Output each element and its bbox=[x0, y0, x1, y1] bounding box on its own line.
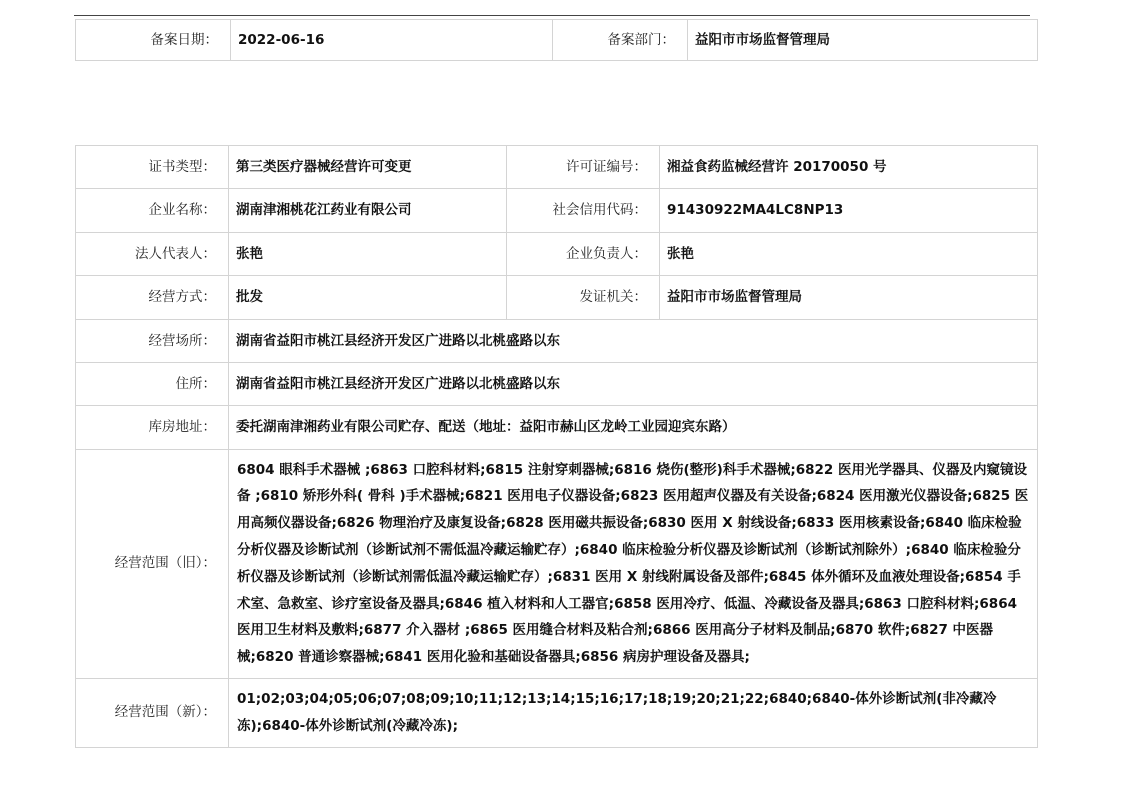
filing-info-table bbox=[75, 19, 1038, 61]
table-row bbox=[76, 362, 1038, 405]
credit-code-value: 91430922MA4LC8NP13 bbox=[660, 189, 1038, 232]
filing-dept-value: 益阳市市场监督管理局 bbox=[688, 20, 1038, 61]
cert-type-label: 证书类型： bbox=[76, 146, 229, 189]
warehouse-label: 库房地址： bbox=[76, 406, 229, 449]
residence-value: 湖南省益阳市桃江县经济开发区广进路以北桃盛路以东 bbox=[229, 362, 1038, 405]
residence-label: 住所： bbox=[76, 362, 229, 405]
filing-date-label: 备案日期： bbox=[76, 20, 231, 61]
scope-old-value: 6804 眼科手术器械 ;6863 口腔科材料;6815 注射穿刺器械;6816 烧伤(整形)科手术器械;6822 医用光学器具、仪器及内窥镜设备 ;6810 矫形外科( 骨科 )手术器械;6821 医用电子仪器设备;6823 医用超声仪器及有关设备;6824 医用激光仪器设备;6825 医用高频仪器设备;6826 物理治疗及康复设备;6828 医用磁共振设备;6830 医用 X 射线设备;6833 医用核素设备;6840 临床检验分析仪器及诊断试剂（诊断试剂不需低温冷藏运输贮存）;6840 临床检验分析仪器及诊断试剂（诊断试剂除外）;6840 临床检验分析仪器及诊断试剂（诊断试剂需低温冷藏运输贮存）;6831 医用 X 射线附属设备及部件;6845 体外循环及血液处理设备;6854 手术室、急救室、诊疗室设备及器具;6846 植入材料和人工器官;6858 医用冷疗、低温、冷藏设备及器具;6863 口腔科材料;6864 医用卫生材料及敷料;6877 介入器材 ;6865 医用缝合材料及粘合剂;6866 医用高分子材料及制品;6870 软件;6827 中医器械;6820 普通诊察器械;6841 医用化验和基础设备器具;6856 病房护理设备及器具; bbox=[229, 449, 1038, 678]
premises-label: 经营场所： bbox=[76, 319, 229, 362]
license-number-value: 湘益食药监械经营许 20170050 号 bbox=[660, 146, 1038, 189]
business-mode-label: 经营方式： bbox=[76, 276, 229, 319]
table-row bbox=[76, 319, 1038, 362]
legal-rep-value: 张艳 bbox=[229, 232, 507, 275]
scope-new-label: 经营范围（新）： bbox=[76, 678, 229, 747]
table-row bbox=[76, 449, 1038, 678]
business-mode-value: 批发 bbox=[229, 276, 507, 319]
legal-rep-label: 法人代表人： bbox=[76, 232, 229, 275]
credit-code-label: 社会信用代码： bbox=[507, 189, 660, 232]
warehouse-value: 委托湖南津湘药业有限公司贮存、配送（地址：益阳市赫山区龙岭工业园迎宾东路） bbox=[229, 406, 1038, 449]
scope-old-label: 经营范围（旧）： bbox=[76, 449, 229, 678]
filing-date-value: 2022-06-16 bbox=[231, 20, 553, 61]
license-info-table bbox=[75, 145, 1038, 748]
person-in-charge-label: 企业负责人： bbox=[507, 232, 660, 275]
issuer-label: 发证机关： bbox=[507, 276, 660, 319]
table-row bbox=[76, 232, 1038, 275]
premises-value: 湖南省益阳市桃江县经济开发区广进路以北桃盛路以东 bbox=[229, 319, 1038, 362]
person-in-charge-value: 张艳 bbox=[660, 232, 1038, 275]
issuer-value: 益阳市市场监督管理局 bbox=[660, 276, 1038, 319]
company-name-label: 企业名称： bbox=[76, 189, 229, 232]
table-row bbox=[76, 406, 1038, 449]
cert-type-value: 第三类医疗器械经营许可变更 bbox=[229, 146, 507, 189]
filing-dept-label: 备案部门： bbox=[553, 20, 688, 61]
table-row bbox=[76, 276, 1038, 319]
top-rule bbox=[74, 15, 1030, 16]
filing-row bbox=[76, 20, 1038, 61]
company-name-value: 湖南津湘桃花江药业有限公司 bbox=[229, 189, 507, 232]
scope-new-value: 01;02;03;04;05;06;07;08;09;10;11;12;13;14;15;16;17;18;19;20;21;22;6840;6840-体外诊断试剂(非冷藏冷冻);6840-体外诊断试剂(冷藏冷冻); bbox=[229, 678, 1038, 747]
table-row bbox=[76, 146, 1038, 189]
table-row bbox=[76, 189, 1038, 232]
license-number-label: 许可证编号： bbox=[507, 146, 660, 189]
table-row bbox=[76, 678, 1038, 747]
